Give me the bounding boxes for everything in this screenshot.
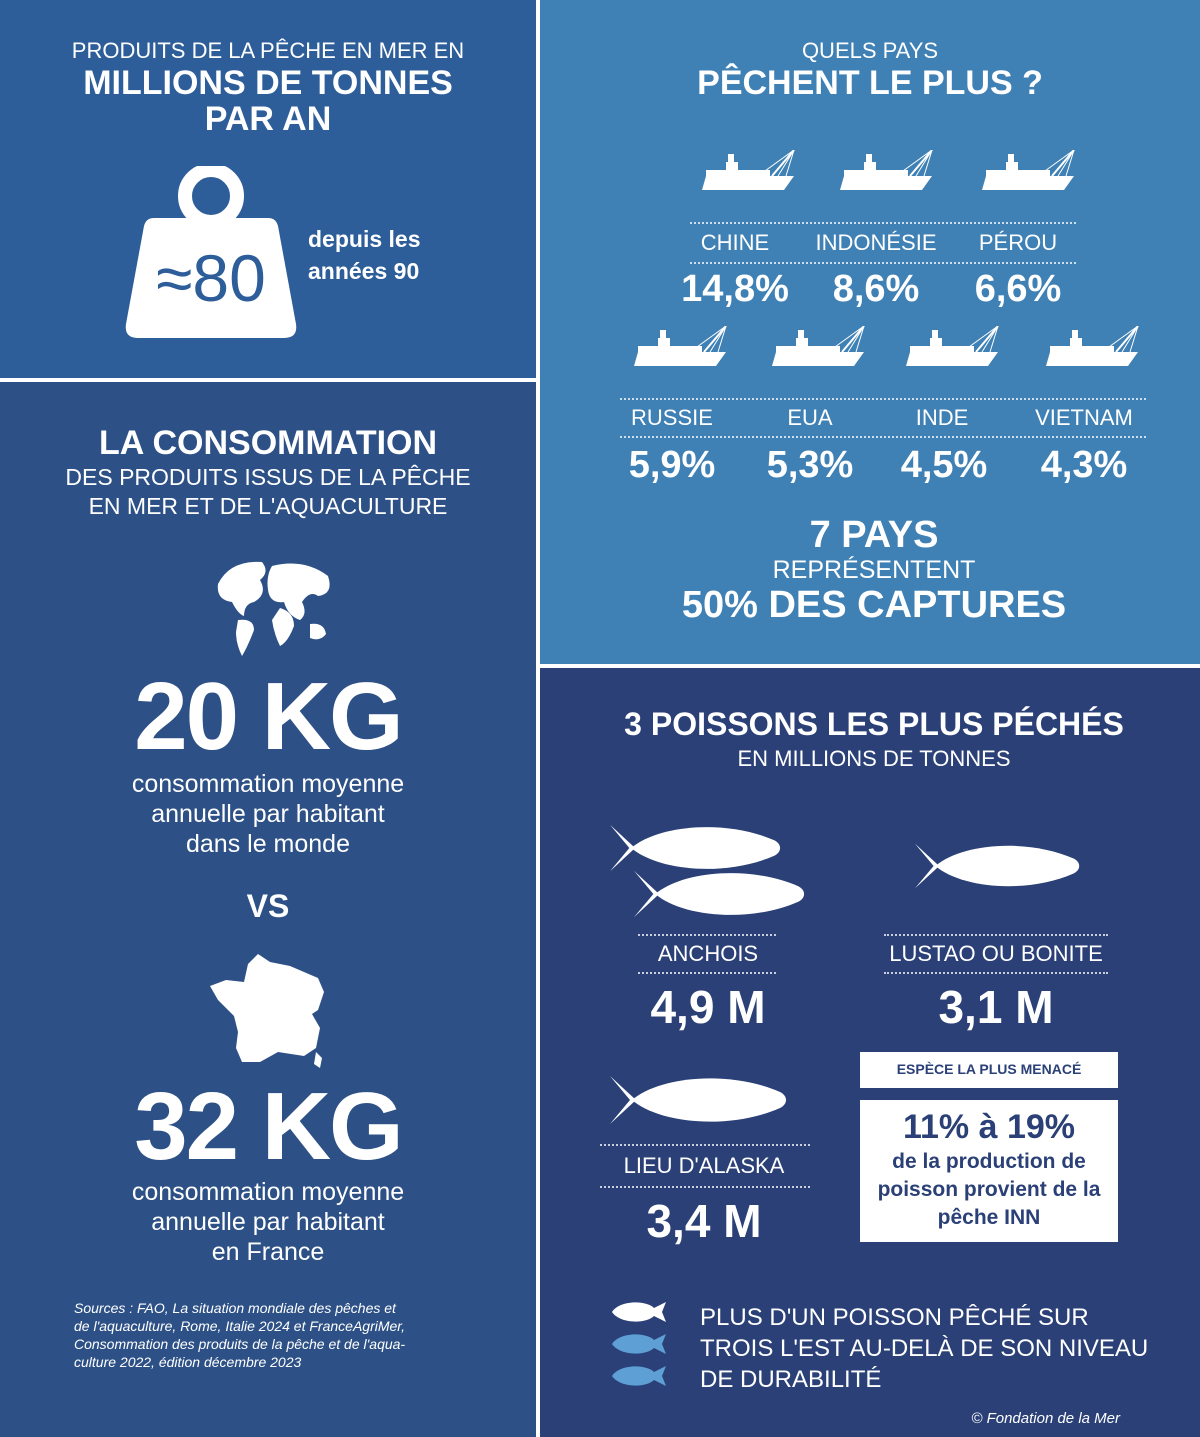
tonnage-title-line3: PAR AN: [204, 100, 332, 138]
sources-line3: Consommation des produits de la pêche et de l'aqua-: [74, 1336, 406, 1352]
divider: [638, 972, 776, 974]
france-value: 32 KG: [134, 1073, 402, 1180]
threat-label: ESPÈCE LA PLUS MENACÉ: [896, 1061, 1082, 1077]
fishing-boat-icon: [698, 150, 798, 194]
france-map-icon: [208, 952, 326, 1068]
countries-panel: [540, 0, 1200, 664]
fishing-boat-icon: [902, 326, 1002, 370]
divider: [620, 398, 1146, 400]
fish-title-line2: EN MILLIONS DE TONNES: [737, 746, 1011, 771]
country-value: 4,3%: [1040, 444, 1128, 486]
sources-line1: Sources : FAO, La situation mondiale des pêches et: [74, 1300, 396, 1316]
divider: [638, 934, 776, 936]
country-name: VIETNAM: [1035, 405, 1133, 430]
fishing-boat-icon: [836, 150, 936, 194]
country-value: 5,9%: [628, 444, 716, 486]
consumption-title-line2: DES PRODUITS ISSUS DE LA PÊCHE: [65, 464, 471, 490]
divider: [884, 972, 1108, 974]
overfish-line1: PLUS D'UN POISSON PÊCHÉ SUR: [700, 1304, 1089, 1331]
fishing-boat-icon: [768, 326, 868, 370]
france-desc-line3: en France: [211, 1238, 325, 1266]
country-value: 14,8%: [681, 268, 789, 310]
globe-icon: [210, 554, 334, 658]
since-line1: depuis les: [308, 226, 421, 252]
overfish-line3: DE DURABILITÉ: [700, 1366, 882, 1393]
sources-line2: de l'aquaculture, Rome, Italie 2024 et FranceAgriMer,: [74, 1318, 406, 1334]
weight-value: ≈80: [156, 241, 266, 315]
country-value: 8,6%: [832, 268, 920, 310]
france-desc-line2: annuelle par habitant: [151, 1208, 385, 1236]
bonito-icon: [898, 838, 1098, 894]
tonnage-panel: [0, 0, 536, 378]
overfish-line2: TROIS L'EST AU-DELÀ DE SON NIVEAU: [700, 1335, 1149, 1362]
summary-line1: 7 PAYS: [809, 514, 939, 556]
anchovy-value: 4,9 M: [650, 981, 766, 1033]
sources-line4: culture 2022, édition décembre 2023: [74, 1354, 302, 1370]
world-desc-line2: annuelle par habitant: [151, 800, 385, 828]
pollock-icon: [610, 1070, 788, 1130]
summary-line2: REPRÉSENTENT: [772, 556, 976, 584]
country-name: EUA: [787, 405, 833, 430]
divider: [690, 262, 1076, 264]
divider: [600, 1144, 810, 1146]
country-name: CHINE: [700, 230, 770, 255]
bonito-name: LUSTAO OU BONITE: [889, 941, 1103, 966]
country-value: 6,6%: [974, 268, 1062, 310]
world-desc-line1: consommation moyenne: [131, 770, 405, 798]
since-line2: années 90: [308, 258, 420, 284]
country-name: INDE: [915, 405, 969, 430]
pollock-name: LIEU D'ALASKA: [623, 1153, 785, 1178]
country-value: 4,5%: [900, 444, 988, 486]
tonnage-title-line1: PRODUITS DE LA PÊCHE EN MER EN: [71, 38, 465, 63]
anchovy-icon: [634, 864, 806, 924]
countries-title-line2: PÊCHENT LE PLUS ?: [697, 64, 1043, 102]
consumption-title-line3: EN MER ET DE L'AQUACULTURE: [88, 493, 448, 519]
country-name: INDONÉSIE: [815, 230, 937, 255]
divider: [620, 436, 1146, 438]
fish-panel: [540, 668, 1200, 1437]
inn-line3: pêche INN: [937, 1206, 1041, 1229]
country-name: RUSSIE: [631, 405, 713, 430]
inn-line1: de la production de: [892, 1150, 1086, 1173]
fishing-boat-icon: [630, 326, 730, 370]
inn-line2: poisson provient de la: [877, 1178, 1101, 1201]
anchovy-name: ANCHOIS: [657, 941, 759, 966]
inn-value: 11% à 19%: [902, 1108, 1076, 1146]
world-desc-line3: dans le monde: [185, 830, 350, 858]
consumption-panel: [0, 382, 536, 1437]
country-name: PÉROU: [978, 230, 1058, 255]
countries-title-line1: QUELS PAYS: [801, 38, 939, 63]
versus-label: VS: [246, 888, 290, 924]
bonito-value: 3,1 M: [938, 981, 1054, 1033]
divider: [884, 934, 1108, 936]
threat-label-box: [860, 1052, 1118, 1088]
summary-line3: 50% DES CAPTURES: [681, 584, 1067, 626]
france-desc-line1: consommation moyenne: [131, 1178, 405, 1206]
tonnage-title-line2: MILLIONS DE TONNES: [83, 64, 453, 102]
fish-title-line1: 3 POISSONS LES PLUS PÉCHÉS: [624, 706, 1124, 742]
consumption-title-line1: LA CONSOMMATION: [98, 424, 438, 462]
credit: © Fondation de la Mer: [971, 1410, 1120, 1427]
fish-ratio-icon: [606, 1298, 670, 1398]
fishing-boat-icon: [978, 150, 1078, 194]
inn-box: [860, 1100, 1118, 1242]
divider: [600, 1186, 810, 1188]
fishing-boat-icon: [1042, 326, 1142, 370]
world-value: 20 KG: [134, 663, 402, 770]
country-value: 5,3%: [766, 444, 854, 486]
pollock-value: 3,4 M: [646, 1195, 762, 1247]
divider: [690, 222, 1076, 224]
